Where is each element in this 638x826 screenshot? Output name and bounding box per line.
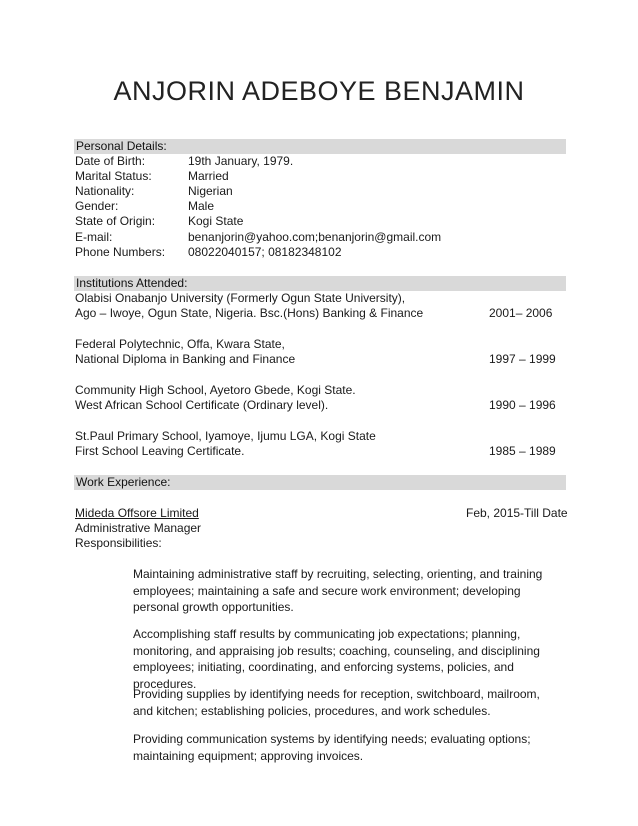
responsibility-item: Providing communication systems by identifying needs; evaluating options; maintaining equipment; approving invoices. bbox=[133, 732, 531, 763]
institution-3-years: 1990 – 1996 bbox=[489, 398, 556, 412]
institution-1-line1: Olabisi Onabanjo University (Formerly Ogun State University), bbox=[75, 291, 406, 305]
institution-1-years: 2001– 2006 bbox=[489, 306, 553, 320]
institution-4-line2: First School Leaving Certificate. bbox=[75, 444, 245, 458]
phone-label: Phone Numbers: bbox=[75, 245, 166, 259]
institution-4-line1: St.Paul Primary School, Iyamoye, Ijumu LGA, Kogi State bbox=[75, 429, 376, 443]
institutions-heading: Institutions Attended: bbox=[74, 276, 566, 291]
candidate-name: ANJORIN ADEBOYE BENJAMIN bbox=[113, 76, 525, 106]
dob-value: 19th January, 1979. bbox=[188, 154, 294, 168]
job-title: Administrative Manager bbox=[75, 521, 202, 535]
email-value[interactable]: benanjorin@yahoo.com;benanjorin@gmail.com bbox=[188, 230, 442, 244]
responsibilities-label: Responsibilities: bbox=[75, 536, 162, 550]
nationality-label: Nationality: bbox=[75, 184, 135, 198]
company-name: Mideda Offsore Limited bbox=[75, 506, 199, 520]
nationality-value: Nigerian bbox=[188, 184, 233, 198]
institution-2-line2: National Diploma in Banking and Finance bbox=[75, 352, 296, 366]
email-label: E-mail: bbox=[75, 230, 113, 244]
gender-value: Male bbox=[188, 199, 215, 213]
gender-label: Gender: bbox=[75, 199, 119, 213]
institution-4-years: 1985 – 1989 bbox=[489, 444, 556, 458]
institution-1-line2: Ago – Iwoye, Ogun State, Nigeria. Bsc.(Hons) Banking & Finance bbox=[75, 306, 424, 320]
institution-3-line2: West African School Certificate (Ordinary level). bbox=[75, 398, 329, 412]
responsibility-item: Accomplishing staff results by communicating job expectations; planning, monitoring, and appraising job results; coaching, counseling, and disciplining employees; initiating, coordinating, and enforcing systems, policies, and procedures. bbox=[133, 627, 540, 691]
dob-label: Date of Birth: bbox=[75, 154, 146, 168]
employment-period: Feb, 2015-Till Date bbox=[466, 506, 568, 520]
personal-details-heading: Personal Details: bbox=[74, 139, 566, 154]
phone-value: 08022040157; 08182348102 bbox=[188, 245, 342, 259]
marital-status-value: Married bbox=[188, 169, 229, 183]
institution-3-line1: Community High School, Ayetoro Gbede, Kogi State. bbox=[75, 383, 356, 397]
marital-status-label: Marital Status: bbox=[75, 169, 152, 183]
institution-2-years: 1997 – 1999 bbox=[489, 352, 556, 366]
responsibility-item: Maintaining administrative staff by recruiting, selecting, orienting, and training employees; maintaining a safe and secure work environment; developing personal growth opportunities. bbox=[133, 567, 543, 614]
state-of-origin-value: Kogi State bbox=[188, 214, 244, 228]
responsibility-item: Providing supplies by identifying needs for reception, switchboard, mailroom, and kitchen; establishing policies, procedures, and work schedules. bbox=[133, 687, 540, 718]
state-of-origin-label: State of Origin: bbox=[75, 214, 156, 228]
institution-2-line1: Federal Polytechnic, Offa, Kwara State, bbox=[75, 337, 285, 351]
work-experience-heading: Work Experience: bbox=[74, 475, 566, 490]
